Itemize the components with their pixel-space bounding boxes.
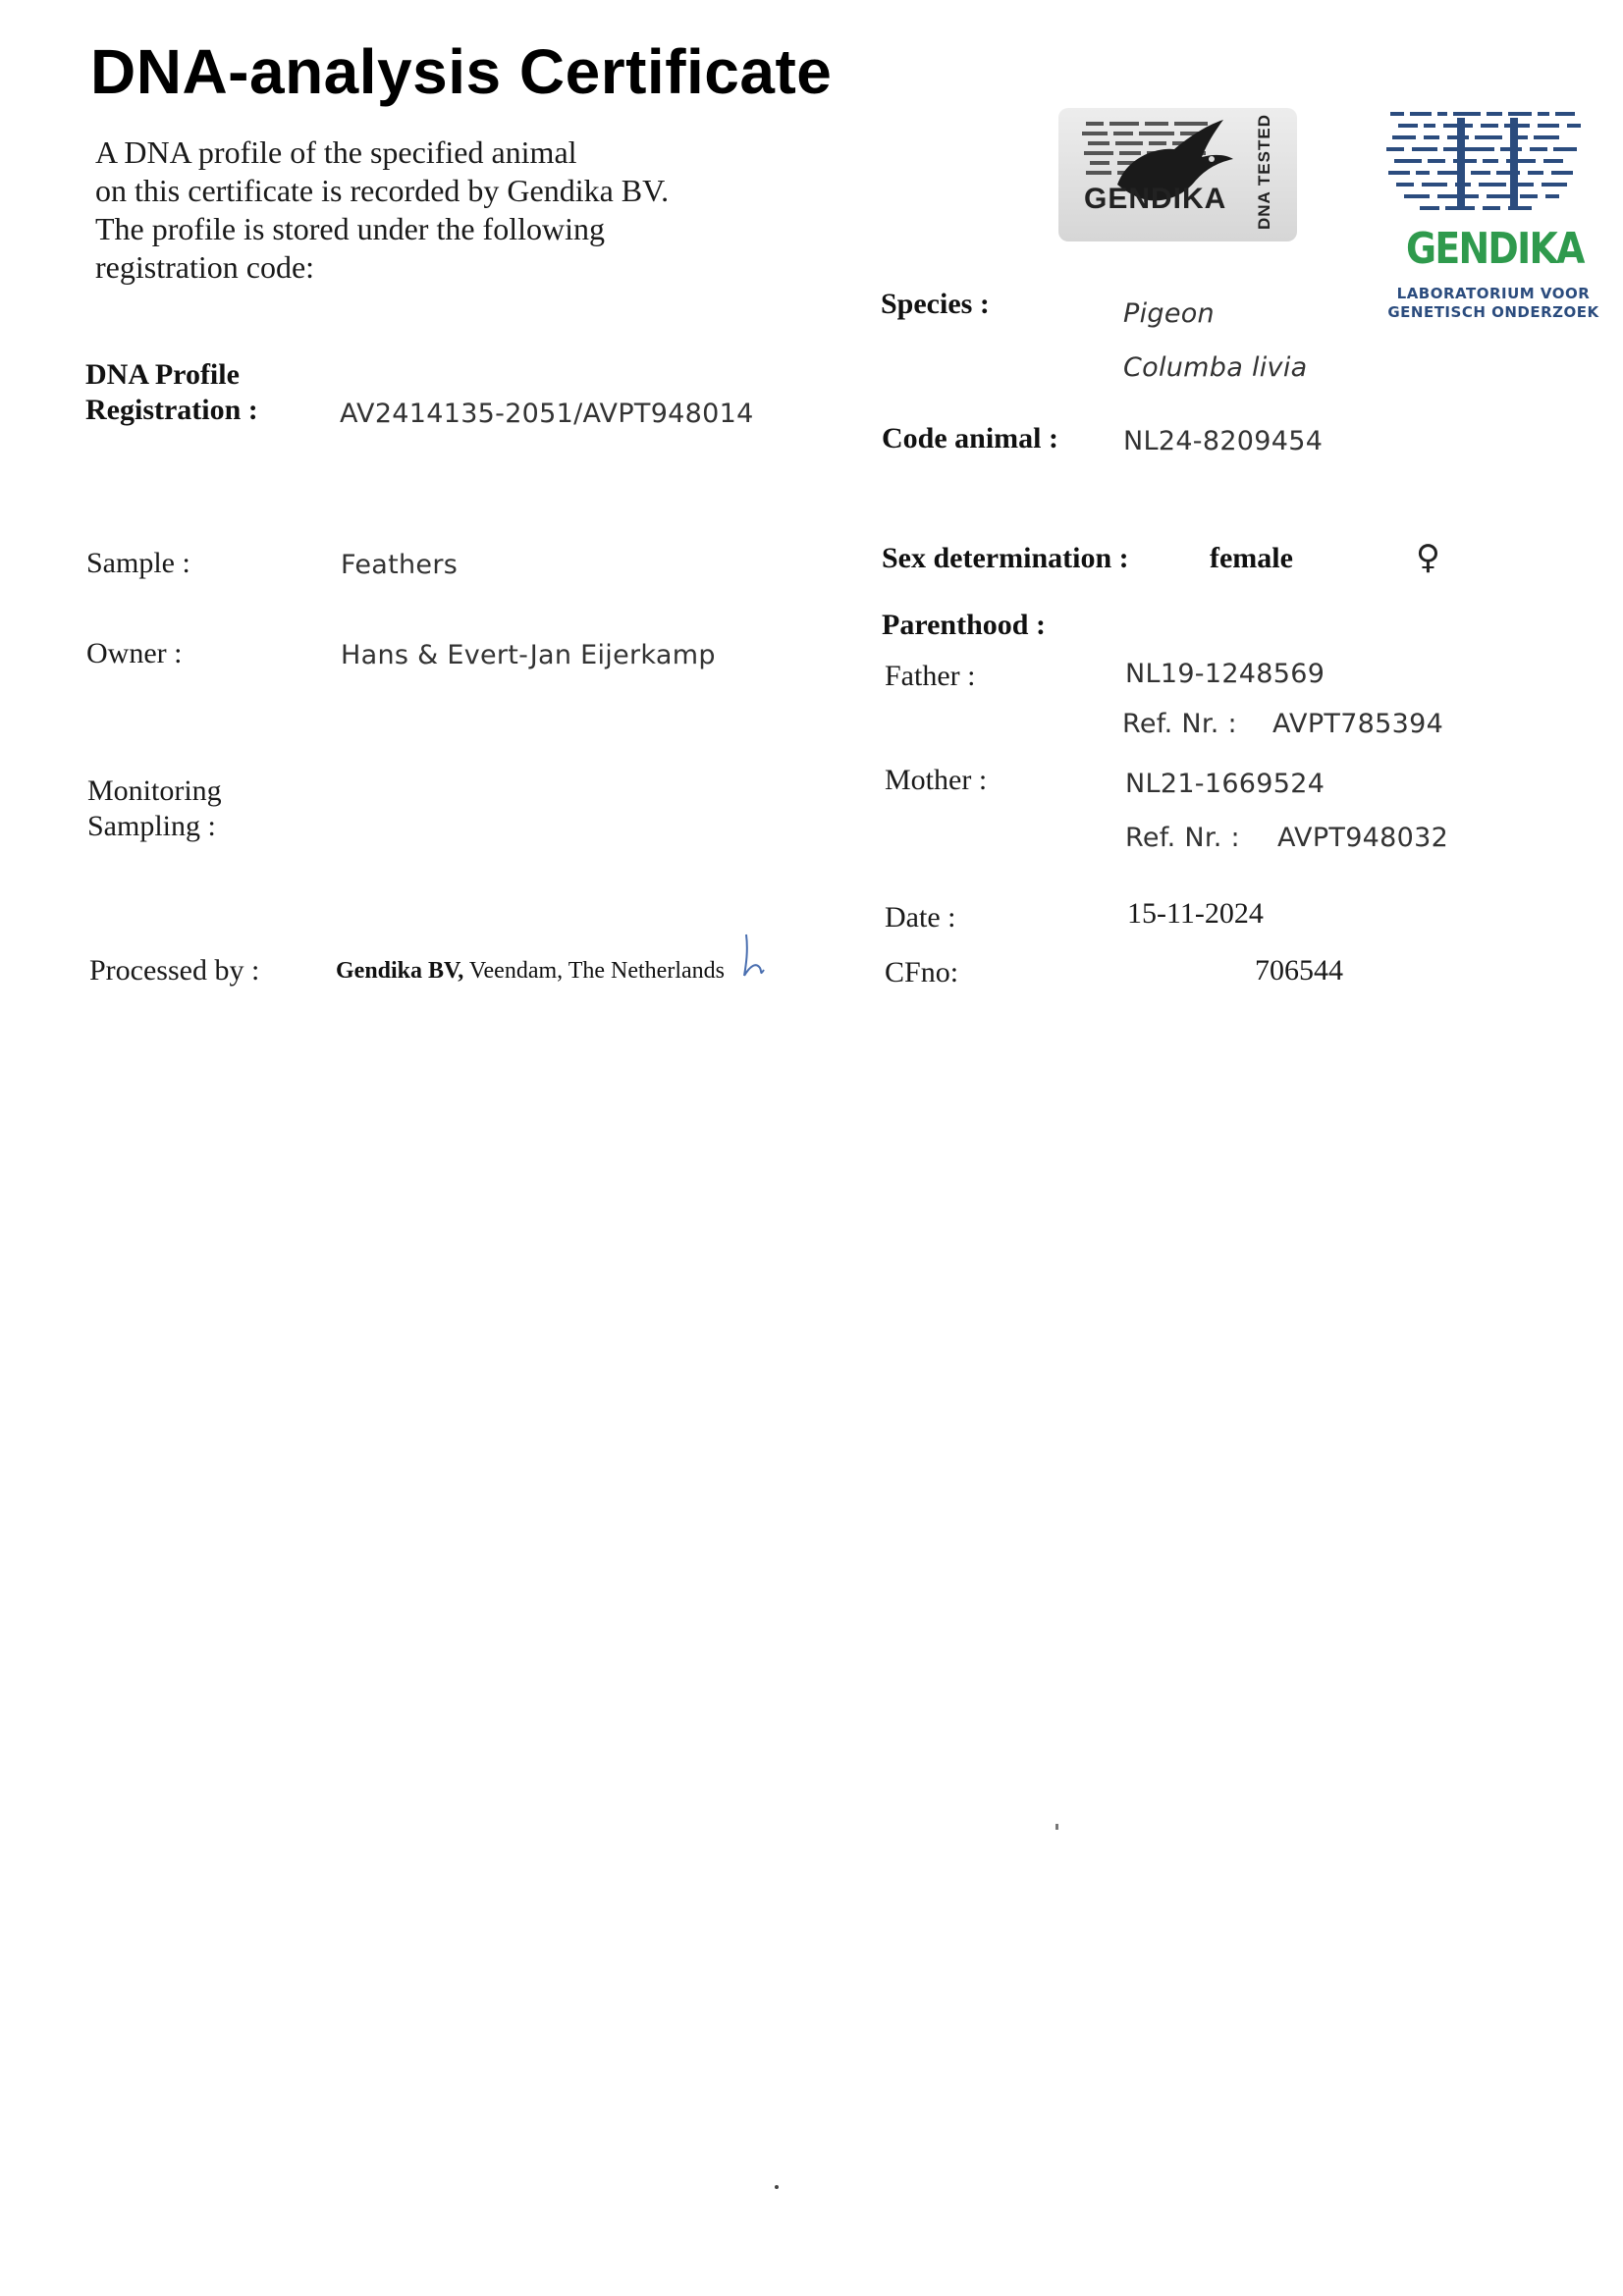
mother-value: NL21-1669524: [1125, 769, 1325, 799]
intro-line: on this certificate is recorded by Gendika BV.: [95, 173, 670, 208]
processed-by-value: [336, 958, 725, 985]
gendika-logo: [1384, 106, 1599, 332]
scan-speck: [1055, 1824, 1058, 1830]
registration-label-line1: DNA Profile: [85, 358, 240, 391]
processed-by-label: Processed by :: [89, 954, 260, 987]
cfno-value: 706544: [1255, 954, 1343, 987]
cfno-label: CFno:: [885, 956, 959, 988]
owner-label: Owner :: [86, 637, 183, 669]
scan-speck: [775, 2185, 779, 2189]
species-value: Pigeon: [1123, 298, 1215, 329]
intro-line: A DNA profile of the specified animal: [95, 134, 577, 170]
processed-by-company: Gendika BV,: [336, 958, 464, 984]
gendika-logo-subtitle-line: LABORATORIUM VOOR: [1396, 285, 1591, 302]
mother-ref-label: Ref. Nr. :: [1125, 823, 1240, 853]
registration-value: AV2414135-2051/AVPT948014: [340, 399, 754, 429]
intro-line: The profile is stored under the following: [95, 211, 605, 246]
code-animal-label: Code animal :: [882, 422, 1058, 454]
date-label: Date :: [885, 901, 956, 934]
date-value: 15-11-2024: [1127, 897, 1264, 930]
badge-dna-tested-text: DNA TESTED: [1255, 114, 1273, 230]
certificate-title: DNA-analysis Certificate: [90, 36, 833, 107]
dna-tested-badge: [1058, 108, 1297, 241]
sample-label: Sample :: [86, 547, 190, 579]
mother-label: Mother :: [885, 764, 988, 796]
female-symbol-icon: ♀: [1416, 538, 1440, 577]
species-latin: Columba livia: [1123, 352, 1308, 383]
sample-value: Feathers: [341, 550, 459, 580]
monitoring-label-line2: Sampling :: [87, 810, 216, 842]
species-label: Species :: [881, 288, 990, 320]
father-label: Father :: [885, 660, 976, 692]
sex-determination-label: Sex determination :: [882, 542, 1129, 574]
gendika-logo-subtitle: [1384, 285, 1602, 322]
mother-ref-value: AVPT948032: [1277, 823, 1449, 853]
intro-paragraph: [95, 133, 669, 287]
gendika-logo-mark-icon: [1384, 106, 1591, 216]
monitoring-label-line1: Monitoring: [87, 774, 222, 807]
father-value: NL19-1248569: [1125, 659, 1325, 689]
gendika-logo-name: GENDIKA: [1406, 224, 1584, 274]
father-ref-value: AVPT785394: [1272, 709, 1444, 739]
gendika-logo-subtitle-line: GENETISCH ONDERZOEK: [1387, 303, 1599, 321]
sex-value: female: [1210, 542, 1293, 574]
parenthood-label: Parenthood :: [882, 609, 1046, 641]
registration-label-line2: Registration :: [85, 394, 258, 426]
processed-by-place: Veendam, The Netherlands: [463, 958, 725, 984]
owner-value: Hans & Evert-Jan Eijerkamp: [341, 640, 716, 670]
signature-mark-icon: [738, 931, 768, 982]
code-animal-value: NL24-8209454: [1123, 426, 1324, 456]
intro-line: registration code:: [95, 249, 315, 285]
badge-brand-text: GENDIKA: [1084, 183, 1227, 215]
father-ref-label: Ref. Nr. :: [1122, 709, 1237, 739]
